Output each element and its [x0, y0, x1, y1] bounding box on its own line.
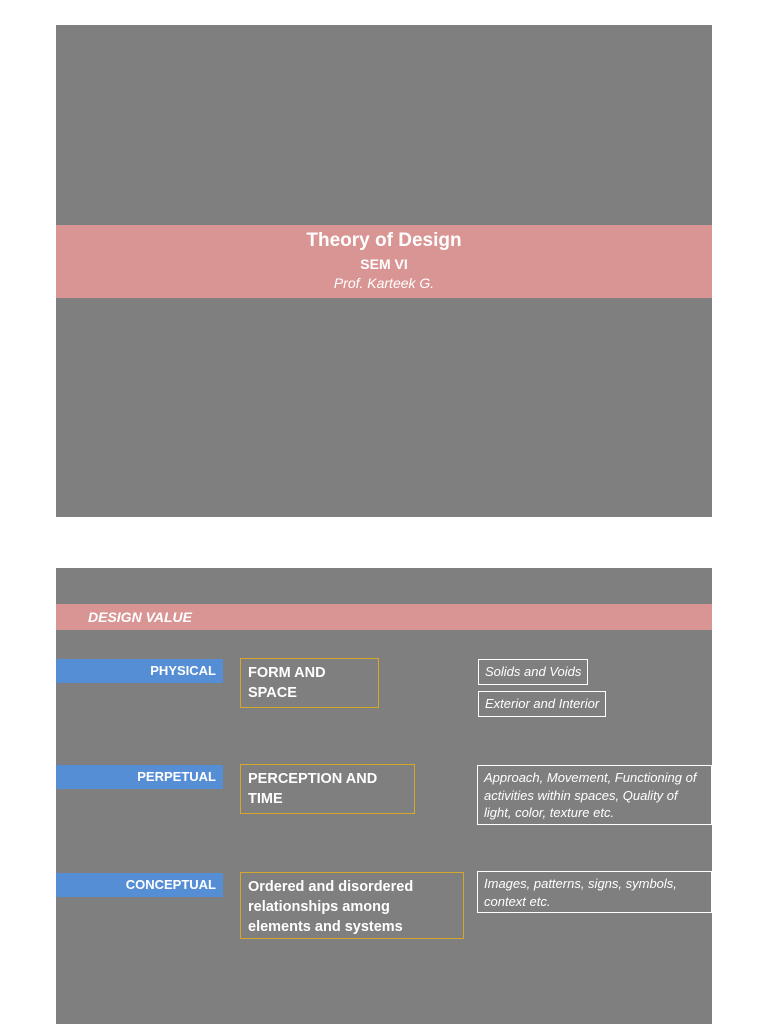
category-tag-conceptual: CONCEPTUAL — [56, 873, 223, 897]
concept-box-perception-time: PERCEPTION AND TIME — [240, 764, 415, 814]
note-exterior-interior: Exterior and Interior — [478, 691, 606, 717]
note-solids-voids: Solids and Voids — [478, 659, 588, 685]
slide-title: Theory of Design — [306, 230, 462, 251]
header-band — [56, 604, 712, 630]
category-tag-perpetual: PERPETUAL — [56, 765, 223, 789]
semester-label: SEM VI — [360, 256, 408, 272]
concept-box-form-space: FORM AND SPACE — [240, 658, 379, 708]
title-slide — [56, 25, 712, 517]
concept-box-ordered-relationships: Ordered and disordered relationships among elements and systems — [240, 872, 464, 939]
professor-name: Prof. Karteek G. — [333, 275, 435, 291]
slide-heading: DESIGN VALUE — [88, 609, 192, 625]
note-images-patterns: Images, patterns, signs, symbols, context etc. — [477, 871, 712, 913]
category-tag-physical: PHYSICAL — [56, 659, 223, 683]
note-approach-movement: Approach, Movement, Functioning of activities within spaces, Quality of light, color, texture etc. — [477, 765, 712, 825]
design-value-slide — [56, 568, 712, 1024]
title-band — [56, 225, 712, 298]
